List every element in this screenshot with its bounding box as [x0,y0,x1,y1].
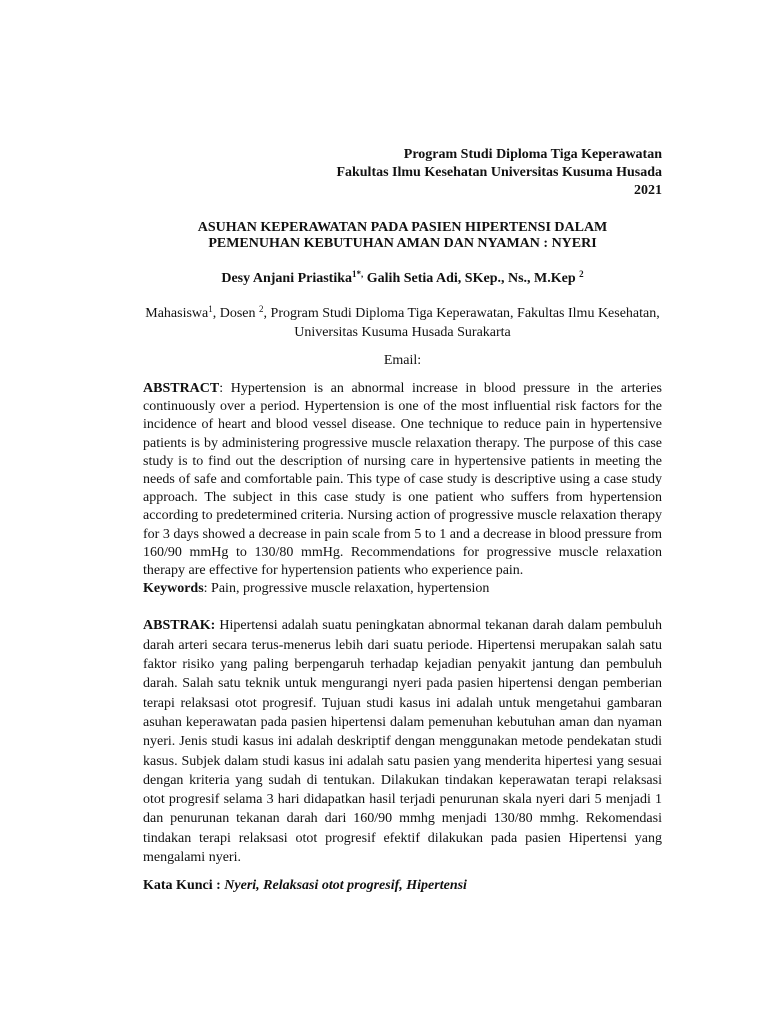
paper-page [143,146,662,895]
paper-title [143,220,662,252]
kata-kunci-label: Kata Kunci : [143,878,225,894]
kata-kunci-text: Nyeri, Relaksasi otot progresif, Hipertensi [224,878,467,894]
institution-header [143,146,662,200]
affiliation-role-2-superscript: 2 [259,304,264,314]
affiliation [143,304,662,342]
keywords-text: : Pain, progressive muscle relaxation, hypertension [203,581,490,597]
author-1: Desy Anjani Priastika [221,271,353,286]
abstract-indonesian [143,616,662,867]
keywords-indonesian [143,876,662,895]
title-line-2: PEMENUHAN KEBUTUHAN AMAN DAN NYAMAN : NYERI [208,236,597,251]
abstract-label: ABSTRACT [143,381,220,396]
title-line-1: ASUHAN KEPERAWATAN PADA PASIEN HIPERTENSI DALAM [197,220,608,235]
header-program: Program Studi Diploma Tiga Keperawatan [403,147,662,162]
header-year: 2021 [634,183,662,198]
keywords-label: Keywords [143,581,204,597]
affiliation-role-1-superscript: 1 [208,304,213,314]
email-label: Email: [383,353,422,368]
author-1-superscript: 1*, [352,269,364,279]
abstract-english [143,380,662,580]
abstrak-label: ABSTRAK: [143,618,216,634]
affiliation-role-2: , Dosen [212,306,260,321]
abstrak-text: Hipertensi adalah suatu peningkatan abnormal tekanan darah dalam pembuluh darah arteri secara terus-menerus lebih dari suatu periode. Hipertensi merupakan salah satu faktor risiko yang paling berpengaruh terhadap kejadian penyakit jantung dan pembuluh darah. Salah satu teknik untuk mengurangi nyeri pada pasien hipertensi dengan pemberian terapi relaksasi otot progresif. Tujuan studi kasus ini adalah untuk mengetahui gambaran asuhan keperawatan pada pasien hipertensi dalam pemenuhan kebutuhan aman dan nyaman nyeri. Jenis studi kasus ini adalah deskriptif dengan menggunakan metode pendekatan studi kasus. Subjek dalam studi kasus ini adalah satu pasien yang menderita hipertesi yang sesuai dengan kriteria yang sudah di tentukan. Dilakukan tindakan keperawatan terapi relaksasi otot progresif selama 3 hari didapatkan hasil terjadi penurunan skala nyeri dari 5 menjadi 1 dan penurunan tekanan darah dari 160/90 mmhg menjadi 130/80 mmhg. Rekomendasi tindakan terapi relaksasi otot progresif efektif dilakukan pada pasien Hipertensi yang mengalami nyeri. [143,618,662,865]
header-faculty: Fakultas Ilmu Kesehatan Universitas Kusuma Husada [336,165,662,180]
affiliation-text: , Program Studi Diploma Tiga Keperawatan, Fakultas Ilmu Kesehatan, Universitas Kusuma Husada Surakarta [263,306,660,340]
author-2: Galih Setia Adi, SKep., Ns., M.Kep [363,271,580,286]
affiliation-role-1: Mahasiswa [145,306,209,321]
author-list [143,270,662,288]
keywords-english [143,580,662,598]
abstract-text: : Hypertension is an abnormal increase in blood pressure in the arteries continuously over a period. Hypertension is one of the most influential risk factors for the incidence of heart and blood vessel disease. One technique to reduce pain in hypertensive patients is by administering progressive muscle relaxation therapy. The purpose of this case study is to find out the description of nursing care in hypertensive patients in meeting the needs of safe and comfortable pain. This type of case study is descriptive using a case study approach. The subject in this case study is one patient who suffers from hypertension according to predetermined criteria. Nursing action of progressive muscle relaxation therapy for 3 days showed a decrease in pain scale from 5 to 1 and a decrease in blood pressure from 160/90 mmHg to 130/80 mmHg. Recommendations for progressive muscle relaxation therapy are effective for hypertension patients who experience pain. [143,381,662,579]
author-2-superscript: 2 [579,269,584,279]
